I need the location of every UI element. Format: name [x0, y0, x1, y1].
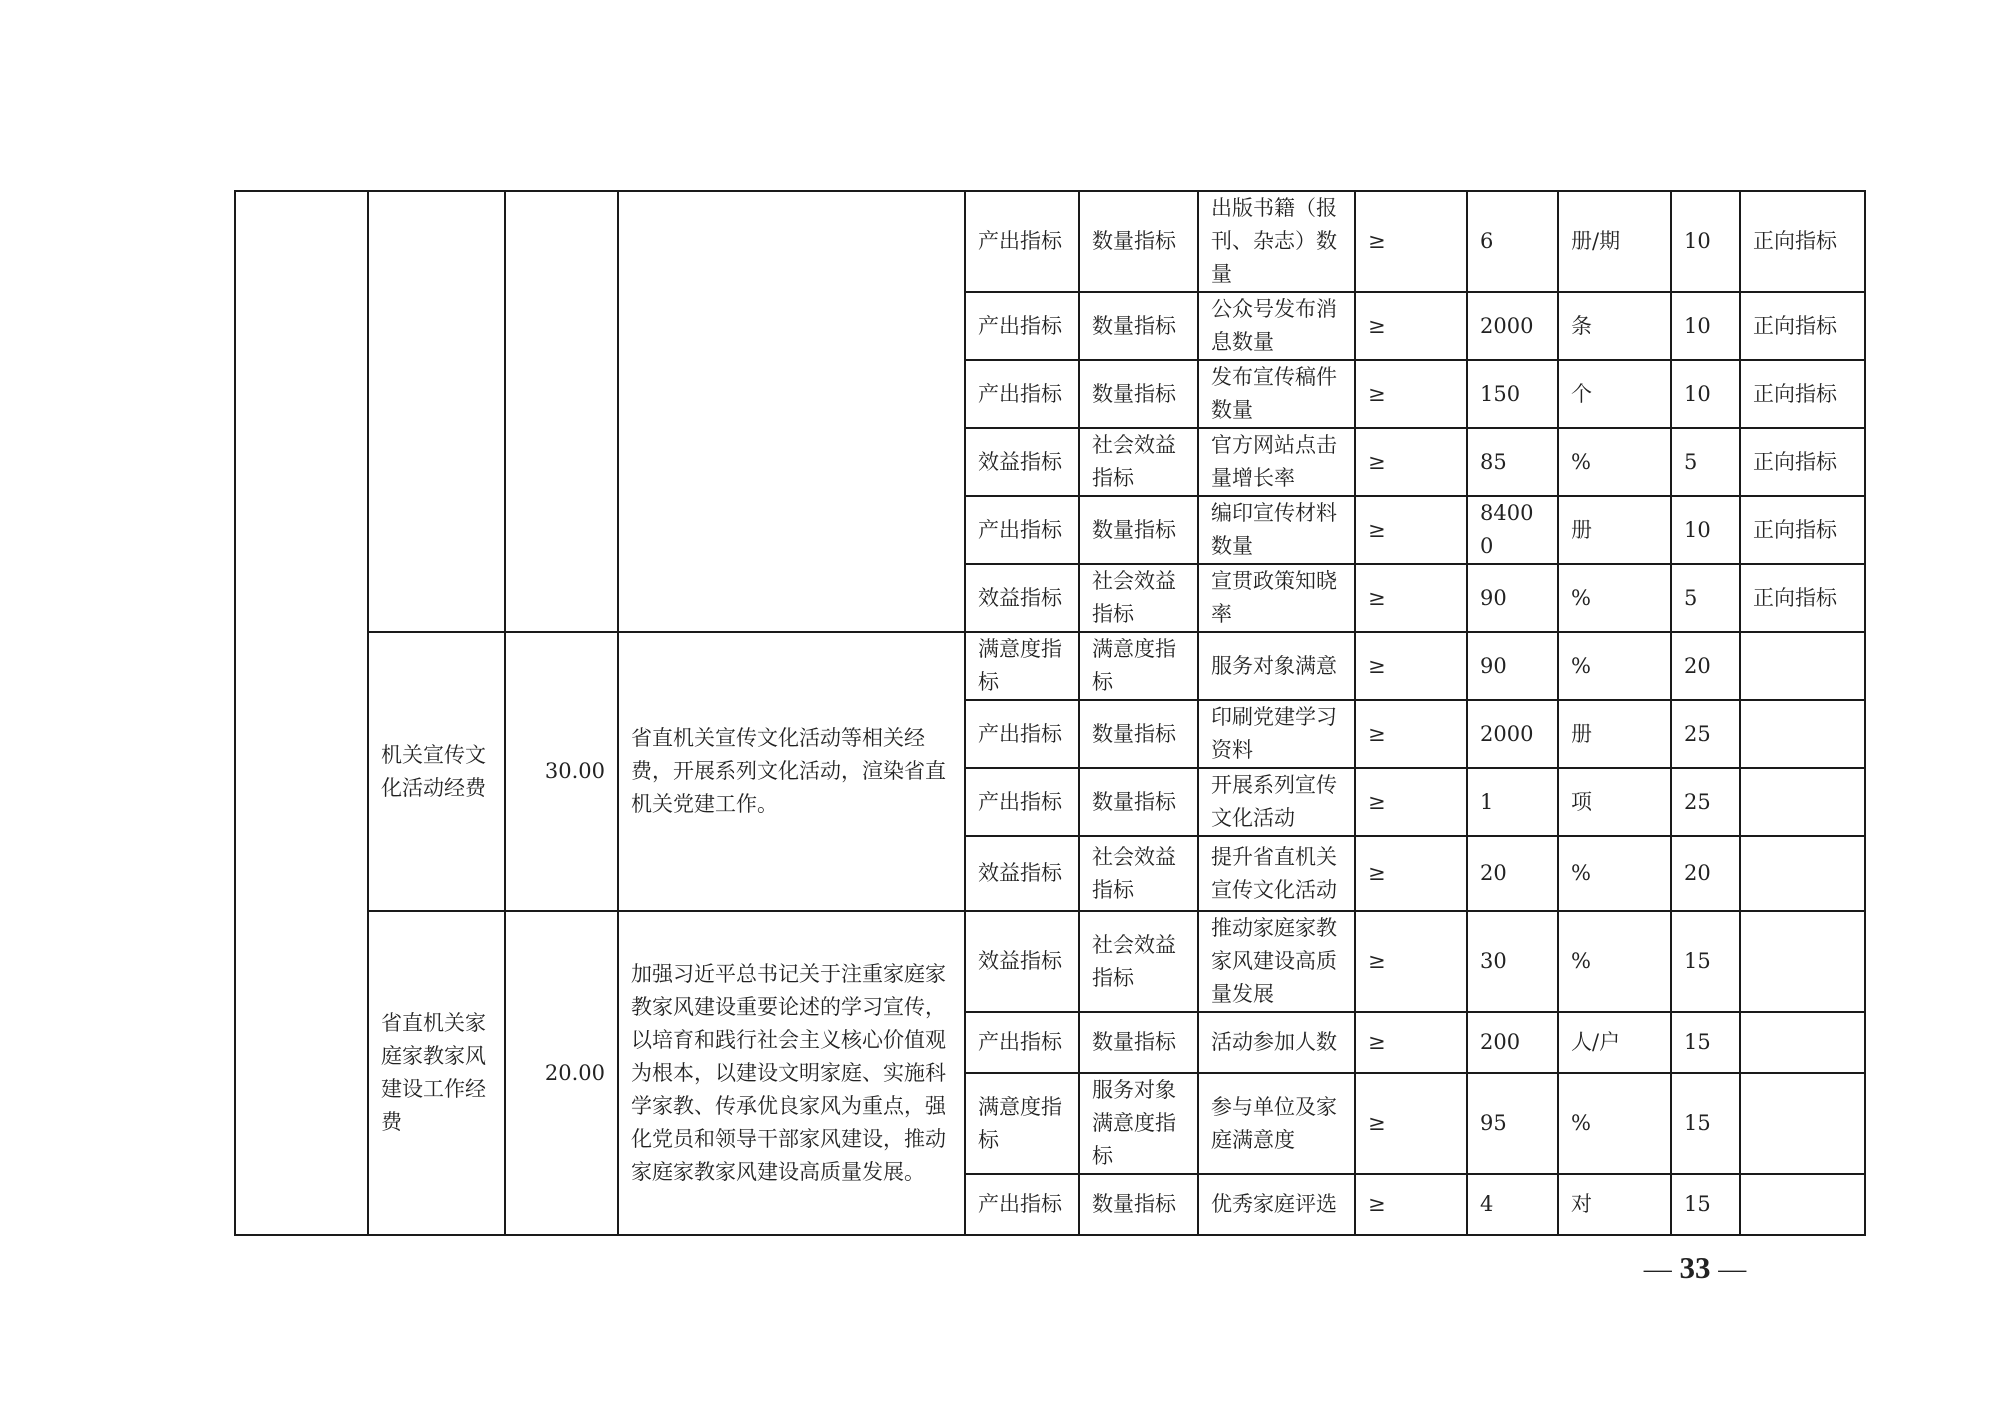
second-level-indicator-cell: 服务对象满意度指标 — [1079, 1073, 1198, 1174]
unit-cell: % — [1558, 564, 1671, 632]
direction-cell — [1740, 836, 1865, 911]
unit-cell: % — [1558, 1073, 1671, 1174]
weight-cell: 5 — [1671, 564, 1740, 632]
first-level-indicator-cell: 产出指标 — [965, 191, 1079, 292]
project-name-cell — [368, 191, 505, 632]
third-level-indicator-cell: 开展系列宣传文化活动 — [1198, 768, 1355, 836]
target-value-cell: 2000 — [1467, 292, 1558, 360]
direction-cell: 正向指标 — [1740, 496, 1865, 564]
weight-cell: 15 — [1671, 1174, 1740, 1235]
first-level-indicator-cell: 效益指标 — [965, 564, 1079, 632]
third-level-indicator-cell: 参与单位及家庭满意度 — [1198, 1073, 1355, 1174]
project-description-cell: 加强习近平总书记关于注重家庭家教家风建设重要论述的学习宣传，以培育和践行社会主义核心价值观为根本，以建设文明家庭、实施科学家教、传承优良家风为重点，强化党员和领导干部家风建设，推动家庭家教家风建设高质量发展。 — [618, 911, 965, 1235]
target-value-cell: 90 — [1467, 564, 1558, 632]
table-row — [235, 632, 1865, 700]
direction-cell — [1740, 911, 1865, 1012]
unit-cell: 册 — [1558, 496, 1671, 564]
first-level-indicator-cell: 满意度指标 — [965, 632, 1079, 700]
second-level-indicator-cell: 数量指标 — [1079, 292, 1198, 360]
unit-cell: % — [1558, 632, 1671, 700]
target-value-cell: 200 — [1467, 1012, 1558, 1073]
operator-cell: ≥ — [1355, 1174, 1467, 1235]
target-value-cell: 4 — [1467, 1174, 1558, 1235]
third-level-indicator-cell: 出版书籍（报刊、杂志）数量 — [1198, 191, 1355, 292]
third-level-indicator-cell: 服务对象满意 — [1198, 632, 1355, 700]
second-level-indicator-cell: 满意度指标 — [1079, 632, 1198, 700]
direction-cell: 正向指标 — [1740, 564, 1865, 632]
direction-cell — [1740, 632, 1865, 700]
third-level-indicator-cell: 发布宣传稿件数量 — [1198, 360, 1355, 428]
unit-cell: 对 — [1558, 1174, 1671, 1235]
unit-cell: 人/户 — [1558, 1012, 1671, 1073]
unit-cell: % — [1558, 911, 1671, 1012]
target-value-cell: 6 — [1467, 191, 1558, 292]
operator-cell: ≥ — [1355, 564, 1467, 632]
weight-cell: 5 — [1671, 428, 1740, 496]
weight-cell: 15 — [1671, 1073, 1740, 1174]
operator-cell: ≥ — [1355, 191, 1467, 292]
weight-cell: 10 — [1671, 292, 1740, 360]
second-level-indicator-cell: 数量指标 — [1079, 700, 1198, 768]
operator-cell: ≥ — [1355, 700, 1467, 768]
direction-cell — [1740, 700, 1865, 768]
first-level-indicator-cell: 满意度指标 — [965, 1073, 1079, 1174]
project-amount-cell: 30.00 — [505, 632, 618, 911]
target-value-cell: 2000 — [1467, 700, 1558, 768]
direction-cell — [1740, 768, 1865, 836]
second-level-indicator-cell: 数量指标 — [1079, 1012, 1198, 1073]
second-level-indicator-cell: 数量指标 — [1079, 191, 1198, 292]
weight-cell: 25 — [1671, 700, 1740, 768]
operator-cell: ≥ — [1355, 836, 1467, 911]
unit-cell: % — [1558, 428, 1671, 496]
unit-cell: % — [1558, 836, 1671, 911]
direction-cell: 正向指标 — [1740, 428, 1865, 496]
direction-cell — [1740, 1073, 1865, 1174]
direction-cell: 正向指标 — [1740, 191, 1865, 292]
first-level-indicator-cell: 效益指标 — [965, 911, 1079, 1012]
first-level-indicator-cell: 产出指标 — [965, 292, 1079, 360]
first-level-indicator-cell: 产出指标 — [965, 1174, 1079, 1235]
third-level-indicator-cell: 提升省直机关宣传文化活动 — [1198, 836, 1355, 911]
first-level-indicator-cell: 产出指标 — [965, 700, 1079, 768]
direction-cell: 正向指标 — [1740, 360, 1865, 428]
target-value-cell: 30 — [1467, 911, 1558, 1012]
table-row — [235, 191, 1865, 292]
project-name-cell: 机关宣传文化活动经费 — [368, 632, 505, 911]
project-description-cell — [618, 191, 965, 632]
direction-cell: 正向指标 — [1740, 292, 1865, 360]
unit-cell: 个 — [1558, 360, 1671, 428]
unit-cell: 册/期 — [1558, 191, 1671, 292]
weight-cell: 10 — [1671, 496, 1740, 564]
target-value-cell: 1 — [1467, 768, 1558, 836]
third-level-indicator-cell: 公众号发布消息数量 — [1198, 292, 1355, 360]
first-level-indicator-cell: 产出指标 — [965, 360, 1079, 428]
operator-cell: ≥ — [1355, 292, 1467, 360]
third-level-indicator-cell: 编印宣传材料数量 — [1198, 496, 1355, 564]
third-level-indicator-cell: 宣贯政策知晓率 — [1198, 564, 1355, 632]
project-amount-cell — [505, 191, 618, 632]
first-level-indicator-cell: 产出指标 — [965, 768, 1079, 836]
weight-cell: 20 — [1671, 836, 1740, 911]
performance-indicator-table — [234, 190, 1866, 1236]
weight-cell: 25 — [1671, 768, 1740, 836]
second-level-indicator-cell: 数量指标 — [1079, 360, 1198, 428]
table-body — [235, 191, 1865, 1235]
second-level-indicator-cell: 社会效益指标 — [1079, 564, 1198, 632]
target-value-cell: 84000 — [1467, 496, 1558, 564]
second-level-indicator-cell: 社会效益指标 — [1079, 911, 1198, 1012]
first-level-indicator-cell: 产出指标 — [965, 1012, 1079, 1073]
first-level-indicator-cell: 效益指标 — [965, 836, 1079, 911]
third-level-indicator-cell: 官方网站点击量增长率 — [1198, 428, 1355, 496]
operator-cell: ≥ — [1355, 632, 1467, 700]
weight-cell: 20 — [1671, 632, 1740, 700]
project-description-cell: 省直机关宣传文化活动等相关经费，开展系列文化活动，渲染省直机关党建工作。 — [618, 632, 965, 911]
second-level-indicator-cell: 数量指标 — [1079, 1174, 1198, 1235]
target-value-cell: 90 — [1467, 632, 1558, 700]
unit-cell: 册 — [1558, 700, 1671, 768]
third-level-indicator-cell: 活动参加人数 — [1198, 1012, 1355, 1073]
third-level-indicator-cell: 推动家庭家教家风建设高质量发展 — [1198, 911, 1355, 1012]
second-level-indicator-cell: 社会效益指标 — [1079, 428, 1198, 496]
page-dash-right: — — [1718, 1254, 1747, 1285]
target-value-cell: 20 — [1467, 836, 1558, 911]
project-amount-cell: 20.00 — [505, 911, 618, 1235]
target-value-cell: 150 — [1467, 360, 1558, 428]
operator-cell: ≥ — [1355, 768, 1467, 836]
operator-cell: ≥ — [1355, 911, 1467, 1012]
table-row — [235, 911, 1865, 1012]
unit-cell: 项 — [1558, 768, 1671, 836]
target-value-cell: 95 — [1467, 1073, 1558, 1174]
first-level-indicator-cell: 产出指标 — [965, 496, 1079, 564]
weight-cell: 15 — [1671, 1012, 1740, 1073]
first-level-indicator-cell: 效益指标 — [965, 428, 1079, 496]
operator-cell: ≥ — [1355, 496, 1467, 564]
unit-cell: 条 — [1558, 292, 1671, 360]
target-value-cell: 85 — [1467, 428, 1558, 496]
operator-cell: ≥ — [1355, 1012, 1467, 1073]
weight-cell: 10 — [1671, 360, 1740, 428]
department-cell — [235, 191, 368, 1235]
direction-cell — [1740, 1012, 1865, 1073]
third-level-indicator-cell: 印刷党建学习资料 — [1198, 700, 1355, 768]
operator-cell: ≥ — [1355, 428, 1467, 496]
project-name-cell: 省直机关家庭家教家风建设工作经费 — [368, 911, 505, 1235]
second-level-indicator-cell: 数量指标 — [1079, 496, 1198, 564]
weight-cell: 10 — [1671, 191, 1740, 292]
operator-cell: ≥ — [1355, 360, 1467, 428]
second-level-indicator-cell: 数量指标 — [1079, 768, 1198, 836]
second-level-indicator-cell: 社会效益指标 — [1079, 836, 1198, 911]
page-dash-left: — — [1643, 1254, 1672, 1285]
page-number — [1620, 1250, 1770, 1286]
direction-cell — [1740, 1174, 1865, 1235]
operator-cell: ≥ — [1355, 1073, 1467, 1174]
weight-cell: 15 — [1671, 911, 1740, 1012]
page-number-text: 33 — [1679, 1250, 1711, 1285]
third-level-indicator-cell: 优秀家庭评选 — [1198, 1174, 1355, 1235]
